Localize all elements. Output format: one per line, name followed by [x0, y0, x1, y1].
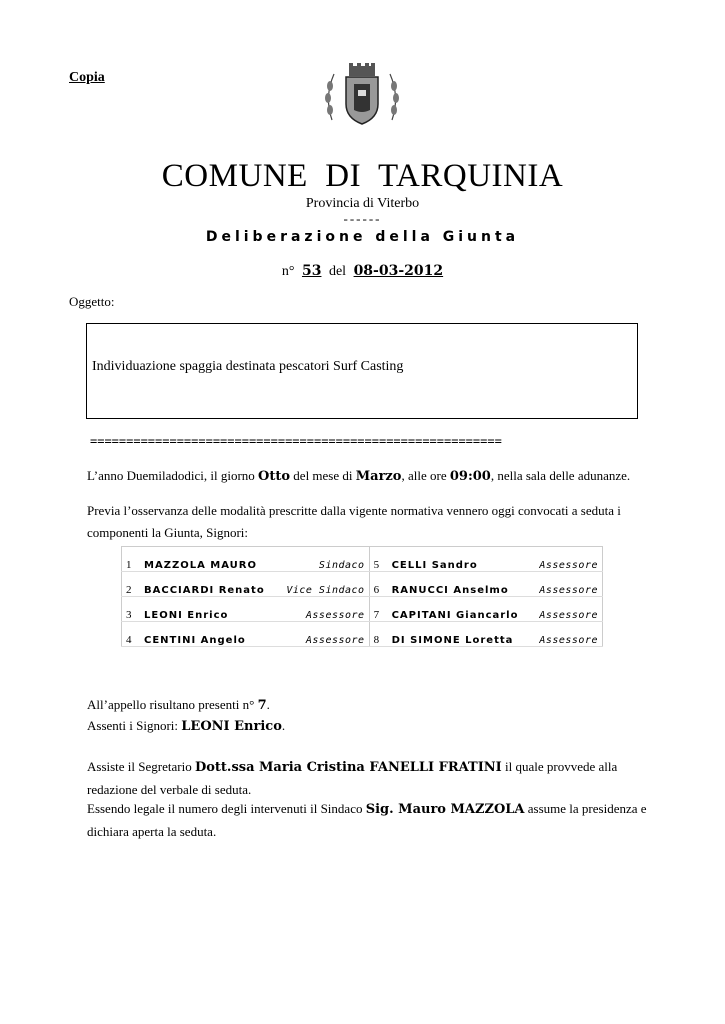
member-number: 3 [122, 597, 141, 622]
member-name: DI SIMONE Loretta [388, 622, 531, 647]
dash-separator: ------ [343, 211, 382, 226]
member-role: Assessore [531, 597, 602, 622]
text: All’appello risultano presenti n° [87, 697, 258, 712]
text: L’anno Duemiladodici, il giorno [87, 468, 259, 483]
paragraph-president [87, 798, 647, 843]
member-role: Assessore [531, 547, 602, 572]
member-name: LEONI Enrico [140, 597, 277, 622]
number-label: n° [281, 264, 295, 279]
member-role: Assessore [277, 597, 369, 622]
member-number: 1 [122, 547, 141, 572]
subject-label: Oggetto: [69, 294, 115, 309]
present-count: 7 [257, 698, 267, 713]
subject-box [86, 323, 638, 419]
member-name: RANUCCI Anselmo [388, 572, 531, 597]
province-label: Provincia di Viterbo [305, 196, 420, 211]
text: . [281, 718, 286, 733]
member-role: Assessore [531, 622, 602, 647]
subject-text: Individuazione spaggia destinata pescatori Surf Casting [92, 359, 404, 374]
text: , nella sala delle adunanze. [490, 468, 631, 483]
deliberation-number-line [0, 263, 725, 280]
text: assume la presidenza e dichiara aperta la seduta. [87, 801, 647, 839]
paragraph-convocation: Previa l’osservanza delle modalità prescritte dalla vigente normativa vennero oggi convocati a seduta i componenti la Giunta, Signori: [87, 503, 621, 540]
deliberation-date: 08-03-2012 [353, 263, 444, 279]
member-number: 7 [369, 597, 388, 622]
text: del mese di [290, 468, 356, 483]
table-row [122, 622, 603, 647]
time: 09:00 [449, 469, 491, 484]
day: Otto [258, 469, 291, 484]
secretary-name: Dott.ssa Maria Cristina FANELLI FRATINI [194, 760, 502, 775]
member-name: CAPITANI Giancarlo [388, 597, 531, 622]
member-number: 4 [122, 622, 141, 647]
member-number: 8 [369, 622, 388, 647]
member-number: 5 [369, 547, 388, 572]
equals-separator: ========================================================= [90, 434, 502, 448]
page-title: COMUNE DI TARQUINIA [161, 158, 564, 194]
member-number: 6 [369, 572, 388, 597]
member-name: CELLI Sandro [388, 547, 531, 572]
member-role: Sindaco [277, 547, 369, 572]
text: il quale provvede alla redazione del verbale di seduta. [87, 759, 618, 797]
text: , alle ore [401, 468, 450, 483]
municipal-crest-icon [322, 62, 402, 128]
member-number: 2 [122, 572, 141, 597]
text: Essendo legale il numero degli intervenuti il Sindaco [87, 801, 366, 816]
paragraph-absent [87, 715, 647, 738]
text: Assenti i Signori: [87, 718, 182, 733]
members-table [121, 546, 603, 647]
member-role: Assessore [531, 572, 602, 597]
member-name: BACCIARDI Renato [140, 572, 277, 597]
text: . [266, 697, 270, 712]
table-row [122, 547, 603, 572]
mayor-name: Sig. Mauro MAZZOLA [365, 802, 525, 817]
deliberation-number: 53 [301, 263, 322, 279]
member-role: Assessore [277, 622, 369, 647]
absent-names: LEONI Enrico [181, 719, 282, 734]
paragraph-date [87, 465, 647, 488]
table-row [122, 597, 603, 622]
paragraph-present [87, 694, 647, 717]
deliberation-heading: Deliberazione della Giunta [205, 229, 520, 245]
member-name: CENTINI Angelo [140, 622, 277, 647]
text: Assiste il Segretario [87, 759, 195, 774]
member-name: MAZZOLA MAURO [140, 547, 277, 572]
del-label: del [328, 264, 347, 279]
member-role: Vice Sindaco [277, 572, 369, 597]
table-row [122, 572, 603, 597]
paragraph-secretary [87, 756, 647, 801]
copy-label: Copia [69, 70, 105, 85]
month: Marzo [355, 469, 402, 484]
